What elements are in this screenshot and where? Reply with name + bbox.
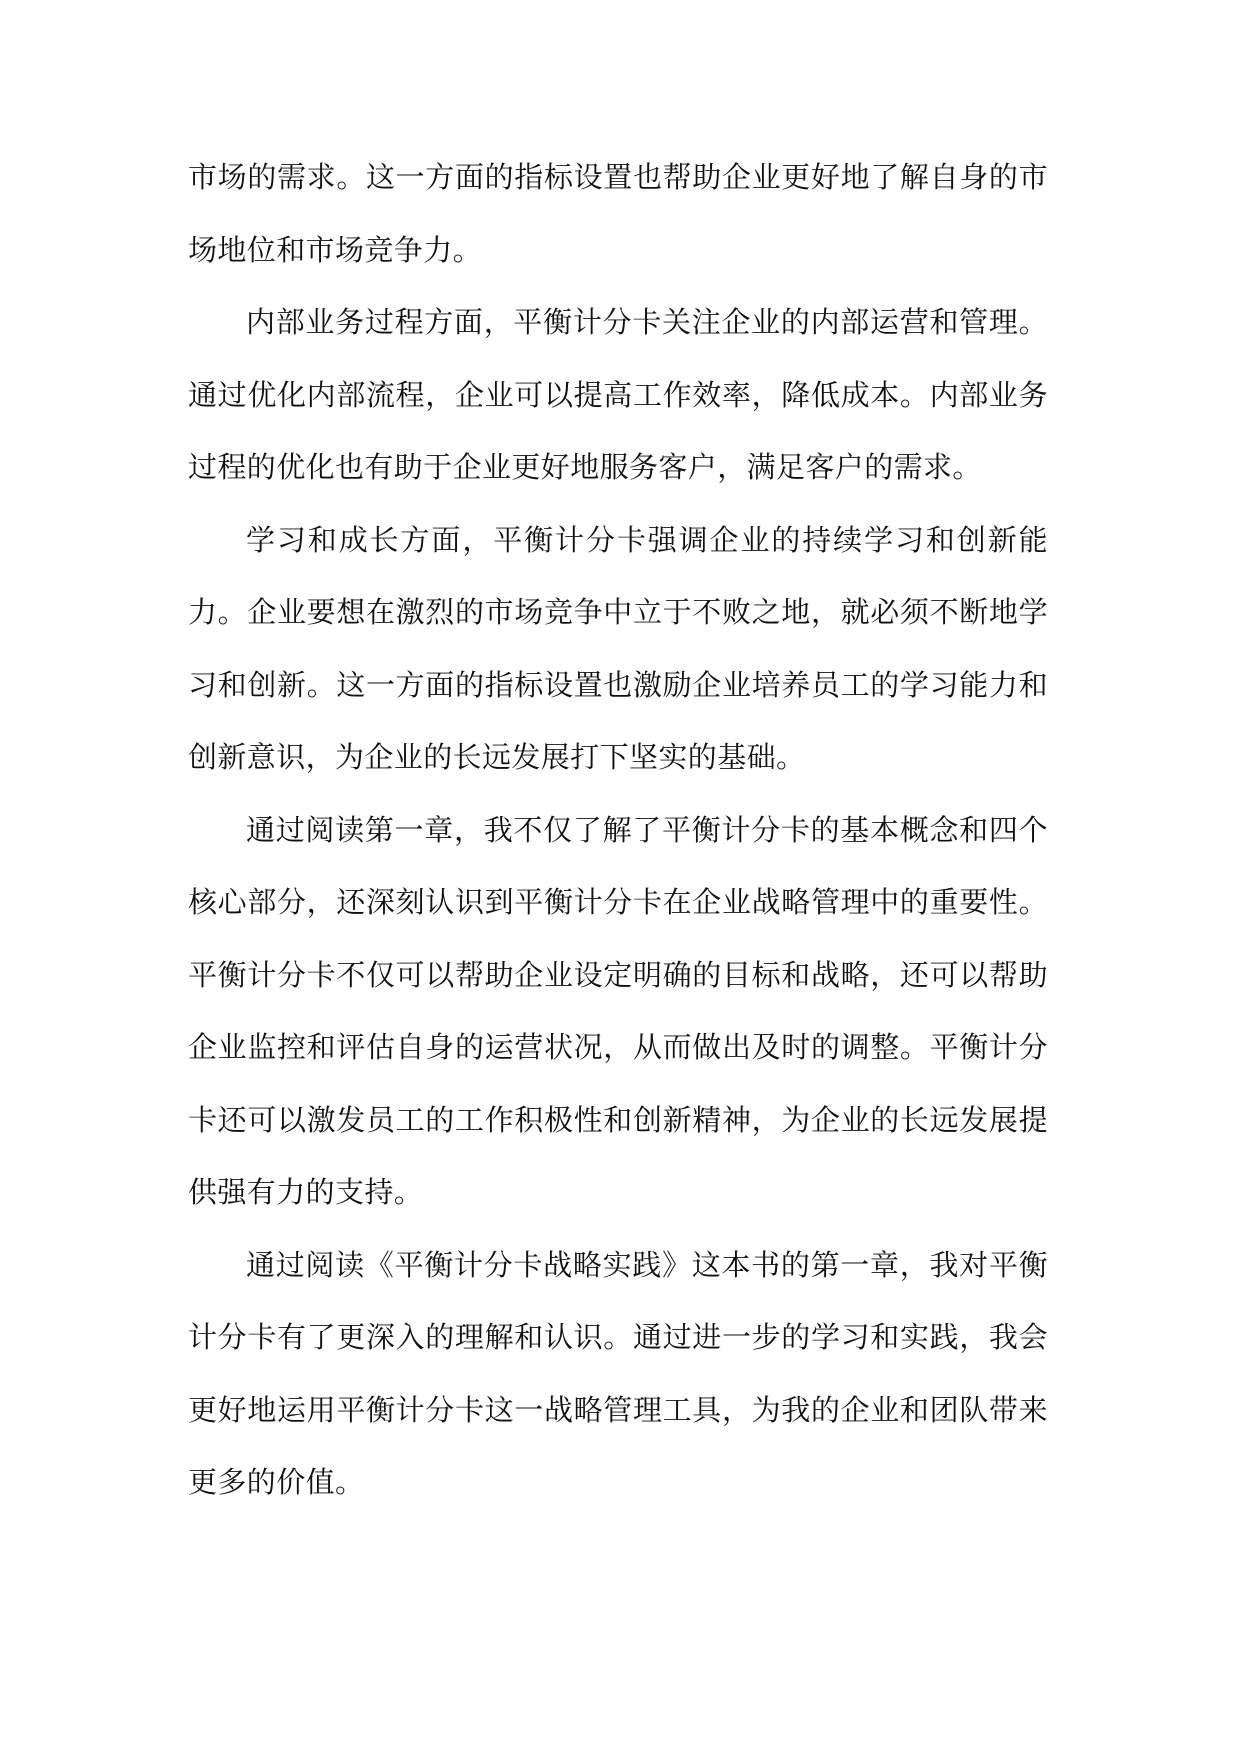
paragraph-market-continuation: 市场的需求。这一方面的指标设置也帮助企业更好地了解自身的市场地位和市场竞争力。 — [188, 160, 1048, 267]
paragraph-learning-growth: 学习和成长方面，平衡计分卡强调企业的持续学习和创新能力。企业要想在激烈的市场竞争中立于不败之地，就必须不断地学习和创新。这一方面的指标设置也激励企业培养员工的学习能力和创新意识，为企业的长远发展打下坚实的基础。 — [188, 522, 1048, 774]
paragraph-conclusion: 通过阅读《平衡计分卡战略实践》这本书的第一章，我对平衡计分卡有了更深入的理解和认识。通过进一步的学习和实践，我会更好地运用平衡计分卡这一战略管理工具，为我的企业和团队带来更多的价值。 — [188, 1247, 1048, 1499]
paragraph-chapter-reflection: 通过阅读第一章，我不仅了解了平衡计分卡的基本概念和四个核心部分，还深刻认识到平衡计分卡在企业战略管理中的重要性。平衡计分卡不仅可以帮助企业设定明确的目标和战略，还可以帮助企业监控和评估自身的运营状况，从而做出及时的调整。平衡计分卡还可以激发员工的工作积极性和创新精神，为企业的长远发展提供强有力的支持。 — [188, 812, 1048, 1209]
document-body — [188, 141, 1048, 1519]
paragraph-internal-process: 内部业务过程方面，平衡计分卡关注企业的内部运营和管理。通过优化内部流程，企业可以提高工作效率，降低成本。内部业务过程的优化也有助于企业更好地服务客户，满足客户的需求。 — [188, 305, 1048, 484]
